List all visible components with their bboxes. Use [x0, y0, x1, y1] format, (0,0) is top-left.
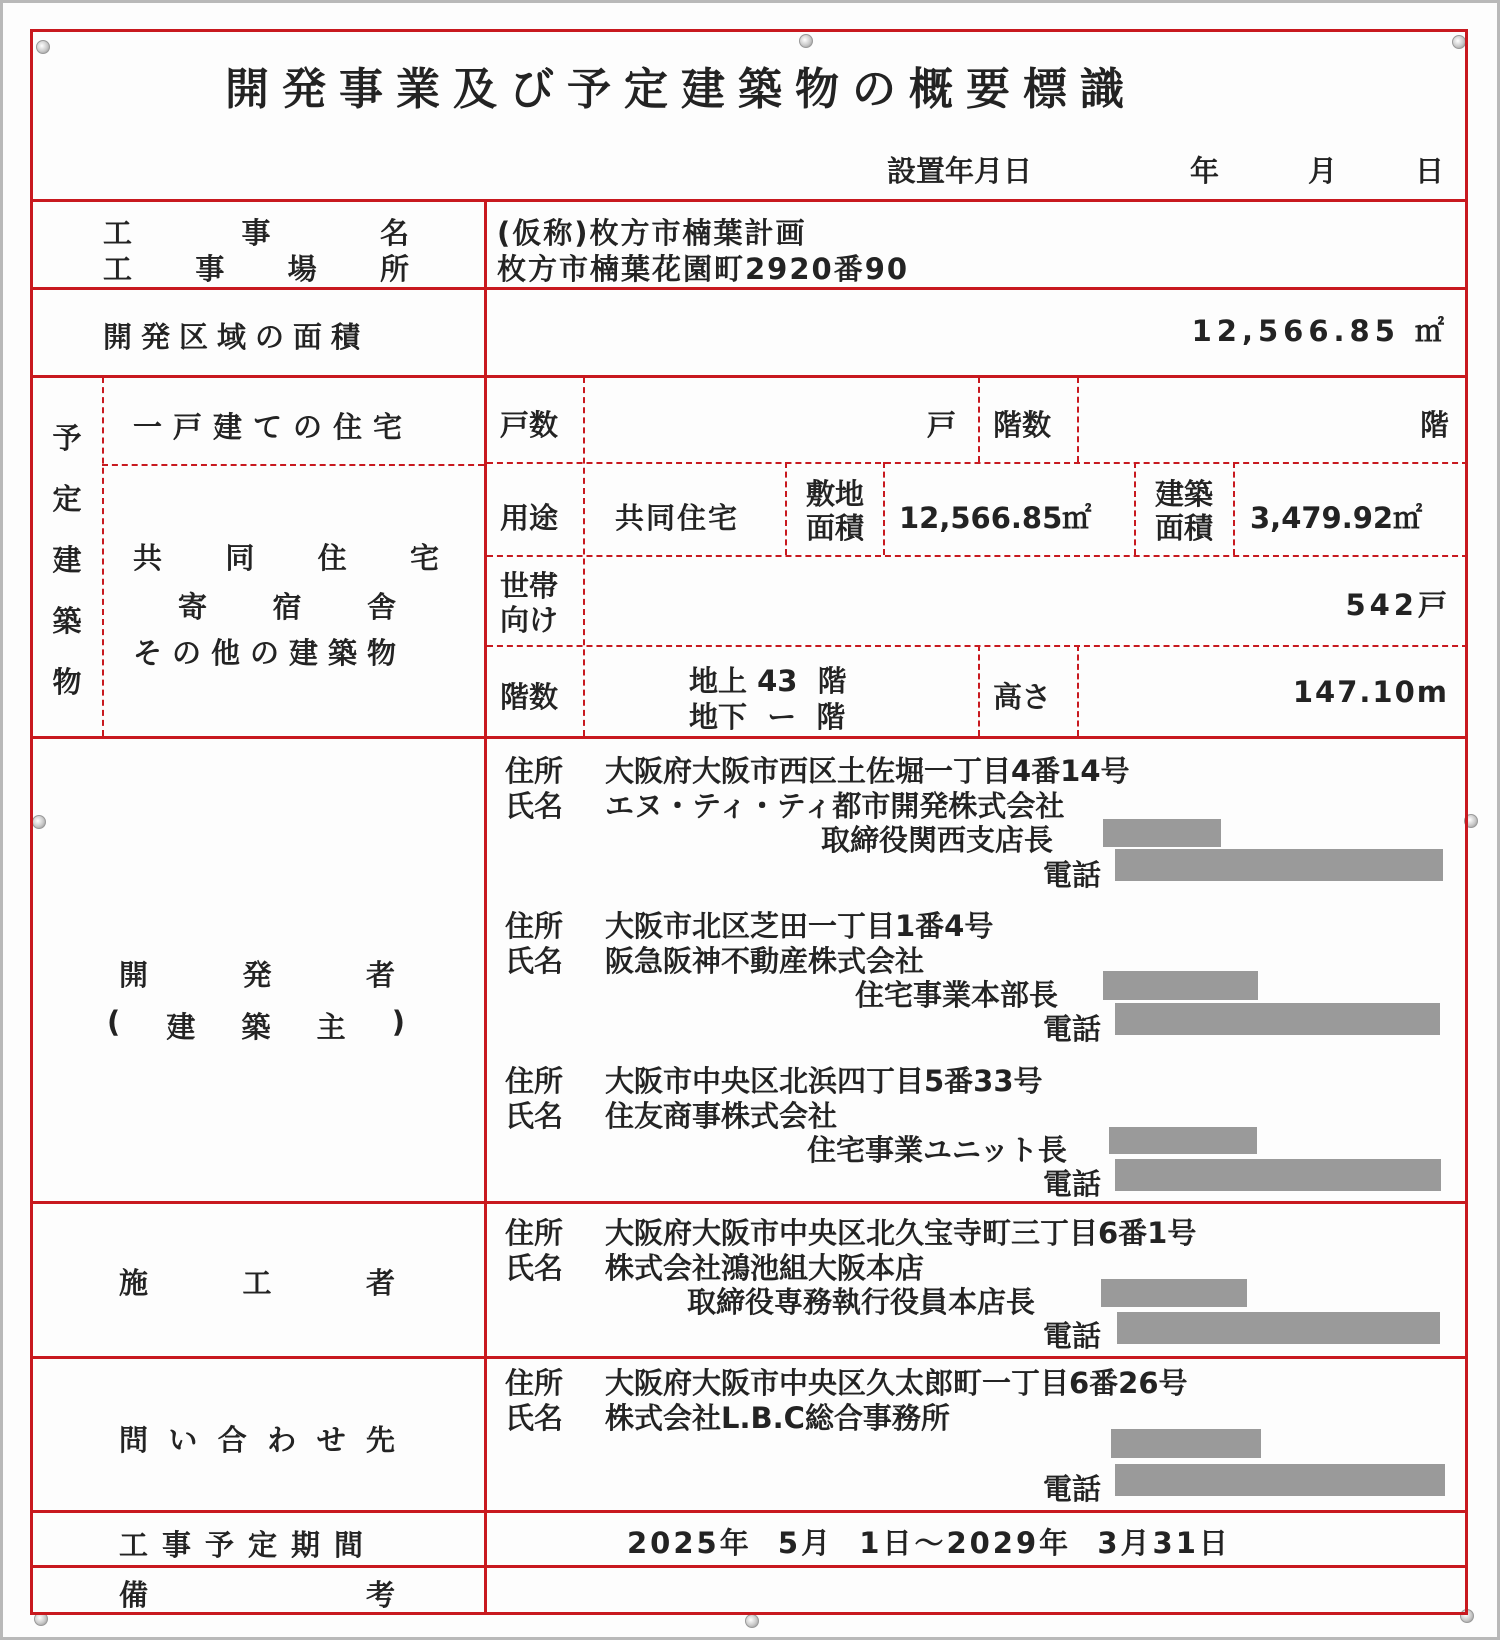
divider: [30, 375, 1468, 378]
dashed-divider: [1077, 645, 1079, 736]
installation-date-label: 設置年月日: [887, 154, 1033, 188]
phone-label: 電話: [1043, 858, 1102, 892]
developer-3-name: 住友商事株式会社: [605, 1099, 838, 1133]
dashed-divider: [978, 377, 980, 462]
contractor-address: 大阪府大阪市中央区北久宝寺町三丁目6番1号: [605, 1216, 1197, 1250]
inquiry-address: 大阪府大阪市中央区久太郎町一丁目6番26号: [605, 1366, 1188, 1400]
divider: [484, 199, 487, 1615]
contractor-name: 株式会社鴻池組大阪本店: [605, 1251, 925, 1285]
divider: [30, 1510, 1468, 1513]
households-value: 542戸: [1345, 588, 1451, 622]
dashed-divider: [883, 462, 885, 555]
other-building-label: その他の建築物: [133, 636, 407, 670]
phone-label: 電話: [1043, 1012, 1102, 1046]
period-label: 工事予定期間: [119, 1528, 378, 1562]
units-suffix: 戸: [927, 408, 957, 442]
divider: [30, 1565, 1468, 1568]
floors-label: 階数: [993, 408, 1052, 442]
dashed-divider: [487, 462, 1468, 464]
developer-1-title: 取締役関西支店長: [821, 823, 1054, 857]
contractor-label: 施 工 者: [119, 1266, 395, 1300]
redacted-phone: [1115, 1003, 1440, 1035]
project-site-value: 枚方市楠葉花園町2920番90: [497, 252, 910, 286]
floor-count-label: 階数: [500, 680, 559, 714]
developer-2-name: 阪急阪神不動産株式会社: [605, 944, 925, 978]
redacted-phone: [1115, 849, 1443, 881]
dashed-divider: [487, 555, 1468, 557]
building-area-value: 3,479.92㎡: [1250, 501, 1423, 535]
area-value: 12,566.85 ㎡: [1191, 314, 1449, 348]
dashed-divider: [583, 377, 585, 736]
dashed-divider: [1233, 462, 1235, 555]
installation-day: 日: [1415, 154, 1445, 188]
developer-3-title: 住宅事業ユニット長: [807, 1133, 1067, 1167]
dashed-divider: [102, 464, 484, 466]
phone-label: 電話: [1043, 1472, 1102, 1506]
below-ground-floors: 地下 ー 階: [689, 700, 846, 734]
period-value: 2025年 5月 1日～2029年 3月31日: [627, 1526, 1231, 1560]
installation-year: 年: [1190, 154, 1220, 188]
detached-house-label: 一戸建ての住宅: [133, 410, 414, 444]
developer-label: 開 発 者: [119, 958, 395, 992]
divider: [30, 1201, 1468, 1204]
name-label: 氏名: [505, 1401, 564, 1435]
name-label: 氏名: [505, 1099, 564, 1133]
redacted-name: [1103, 971, 1258, 1000]
divider: [30, 736, 1468, 739]
site-area-label: 敷地 面積: [805, 477, 864, 545]
use-value: 共同住宅: [615, 501, 740, 535]
contractor-title: 取締役専務執行役員本店長: [687, 1285, 1036, 1319]
redacted-phone: [1117, 1312, 1440, 1344]
building-owner-label: ( 建 築 主 ): [107, 1005, 405, 1044]
remarks-label: 備 考: [119, 1578, 395, 1612]
inquiry-name: 株式会社L.B.C総合事務所: [605, 1401, 950, 1435]
redacted-name: [1111, 1429, 1261, 1458]
units-label: 戸数: [500, 408, 559, 442]
installation-month: 月: [1308, 154, 1338, 188]
phone-label: 電話: [1043, 1319, 1102, 1353]
project-name-value: (仮称)枚方市楠葉計画: [497, 216, 807, 250]
height-value: 147.10m: [1292, 675, 1449, 709]
dormitory-label: 寄 宿 舎: [178, 590, 396, 624]
phone-label: 電話: [1043, 1167, 1102, 1201]
dashed-divider: [102, 377, 104, 736]
redacted-phone: [1115, 1159, 1441, 1191]
project-name-label: 工 事 名: [103, 216, 409, 250]
developer-1-address: 大阪府大阪市西区土佐堀一丁目4番14号: [605, 754, 1130, 788]
area-label: 開発区域の面積: [103, 320, 370, 354]
dashed-divider: [978, 645, 980, 736]
use-label: 用途: [500, 501, 559, 535]
redacted-phone: [1115, 1464, 1445, 1496]
collective-housing-label: 共 同 住 宅: [133, 541, 439, 575]
height-label: 高さ: [993, 680, 1052, 714]
divider: [30, 199, 1468, 202]
households-label: 世帯 向け: [500, 569, 559, 637]
building-area-label: 建築 面積: [1154, 477, 1213, 545]
name-label: 氏名: [505, 789, 564, 823]
redacted-name: [1103, 819, 1221, 847]
developer-3-address: 大阪市中央区北浜四丁目5番33号: [605, 1064, 1043, 1098]
screw-icon: [745, 1614, 759, 1628]
site-area-value: 12,566.85㎡: [899, 501, 1092, 535]
address-label: 住所: [505, 1216, 564, 1250]
page-title: 開発事業及び予定建築物の概要標識: [225, 64, 1137, 115]
developer-1-name: エヌ・ティ・ティ都市開発株式会社: [605, 789, 1065, 823]
name-label: 氏名: [505, 1251, 564, 1285]
redacted-name: [1101, 1279, 1247, 1307]
redacted-name: [1109, 1127, 1257, 1154]
floors-suffix: 階: [1420, 408, 1450, 442]
address-label: 住所: [505, 909, 564, 943]
inquiry-label: 問 い 合 わ せ 先: [119, 1423, 395, 1457]
planned-building-label: 予定建築物: [52, 421, 82, 699]
above-ground-floors: 地上 43 階: [689, 664, 847, 698]
name-label: 氏名: [505, 944, 564, 978]
address-label: 住所: [505, 1366, 564, 1400]
dashed-divider: [1077, 377, 1079, 462]
address-label: 住所: [505, 1064, 564, 1098]
developer-2-address: 大阪市北区芝田一丁目1番4号: [605, 909, 994, 943]
divider: [30, 1356, 1468, 1359]
project-site-label: 工 事 場 所: [103, 252, 409, 286]
developer-2-title: 住宅事業本部長: [855, 978, 1059, 1012]
address-label: 住所: [505, 754, 564, 788]
